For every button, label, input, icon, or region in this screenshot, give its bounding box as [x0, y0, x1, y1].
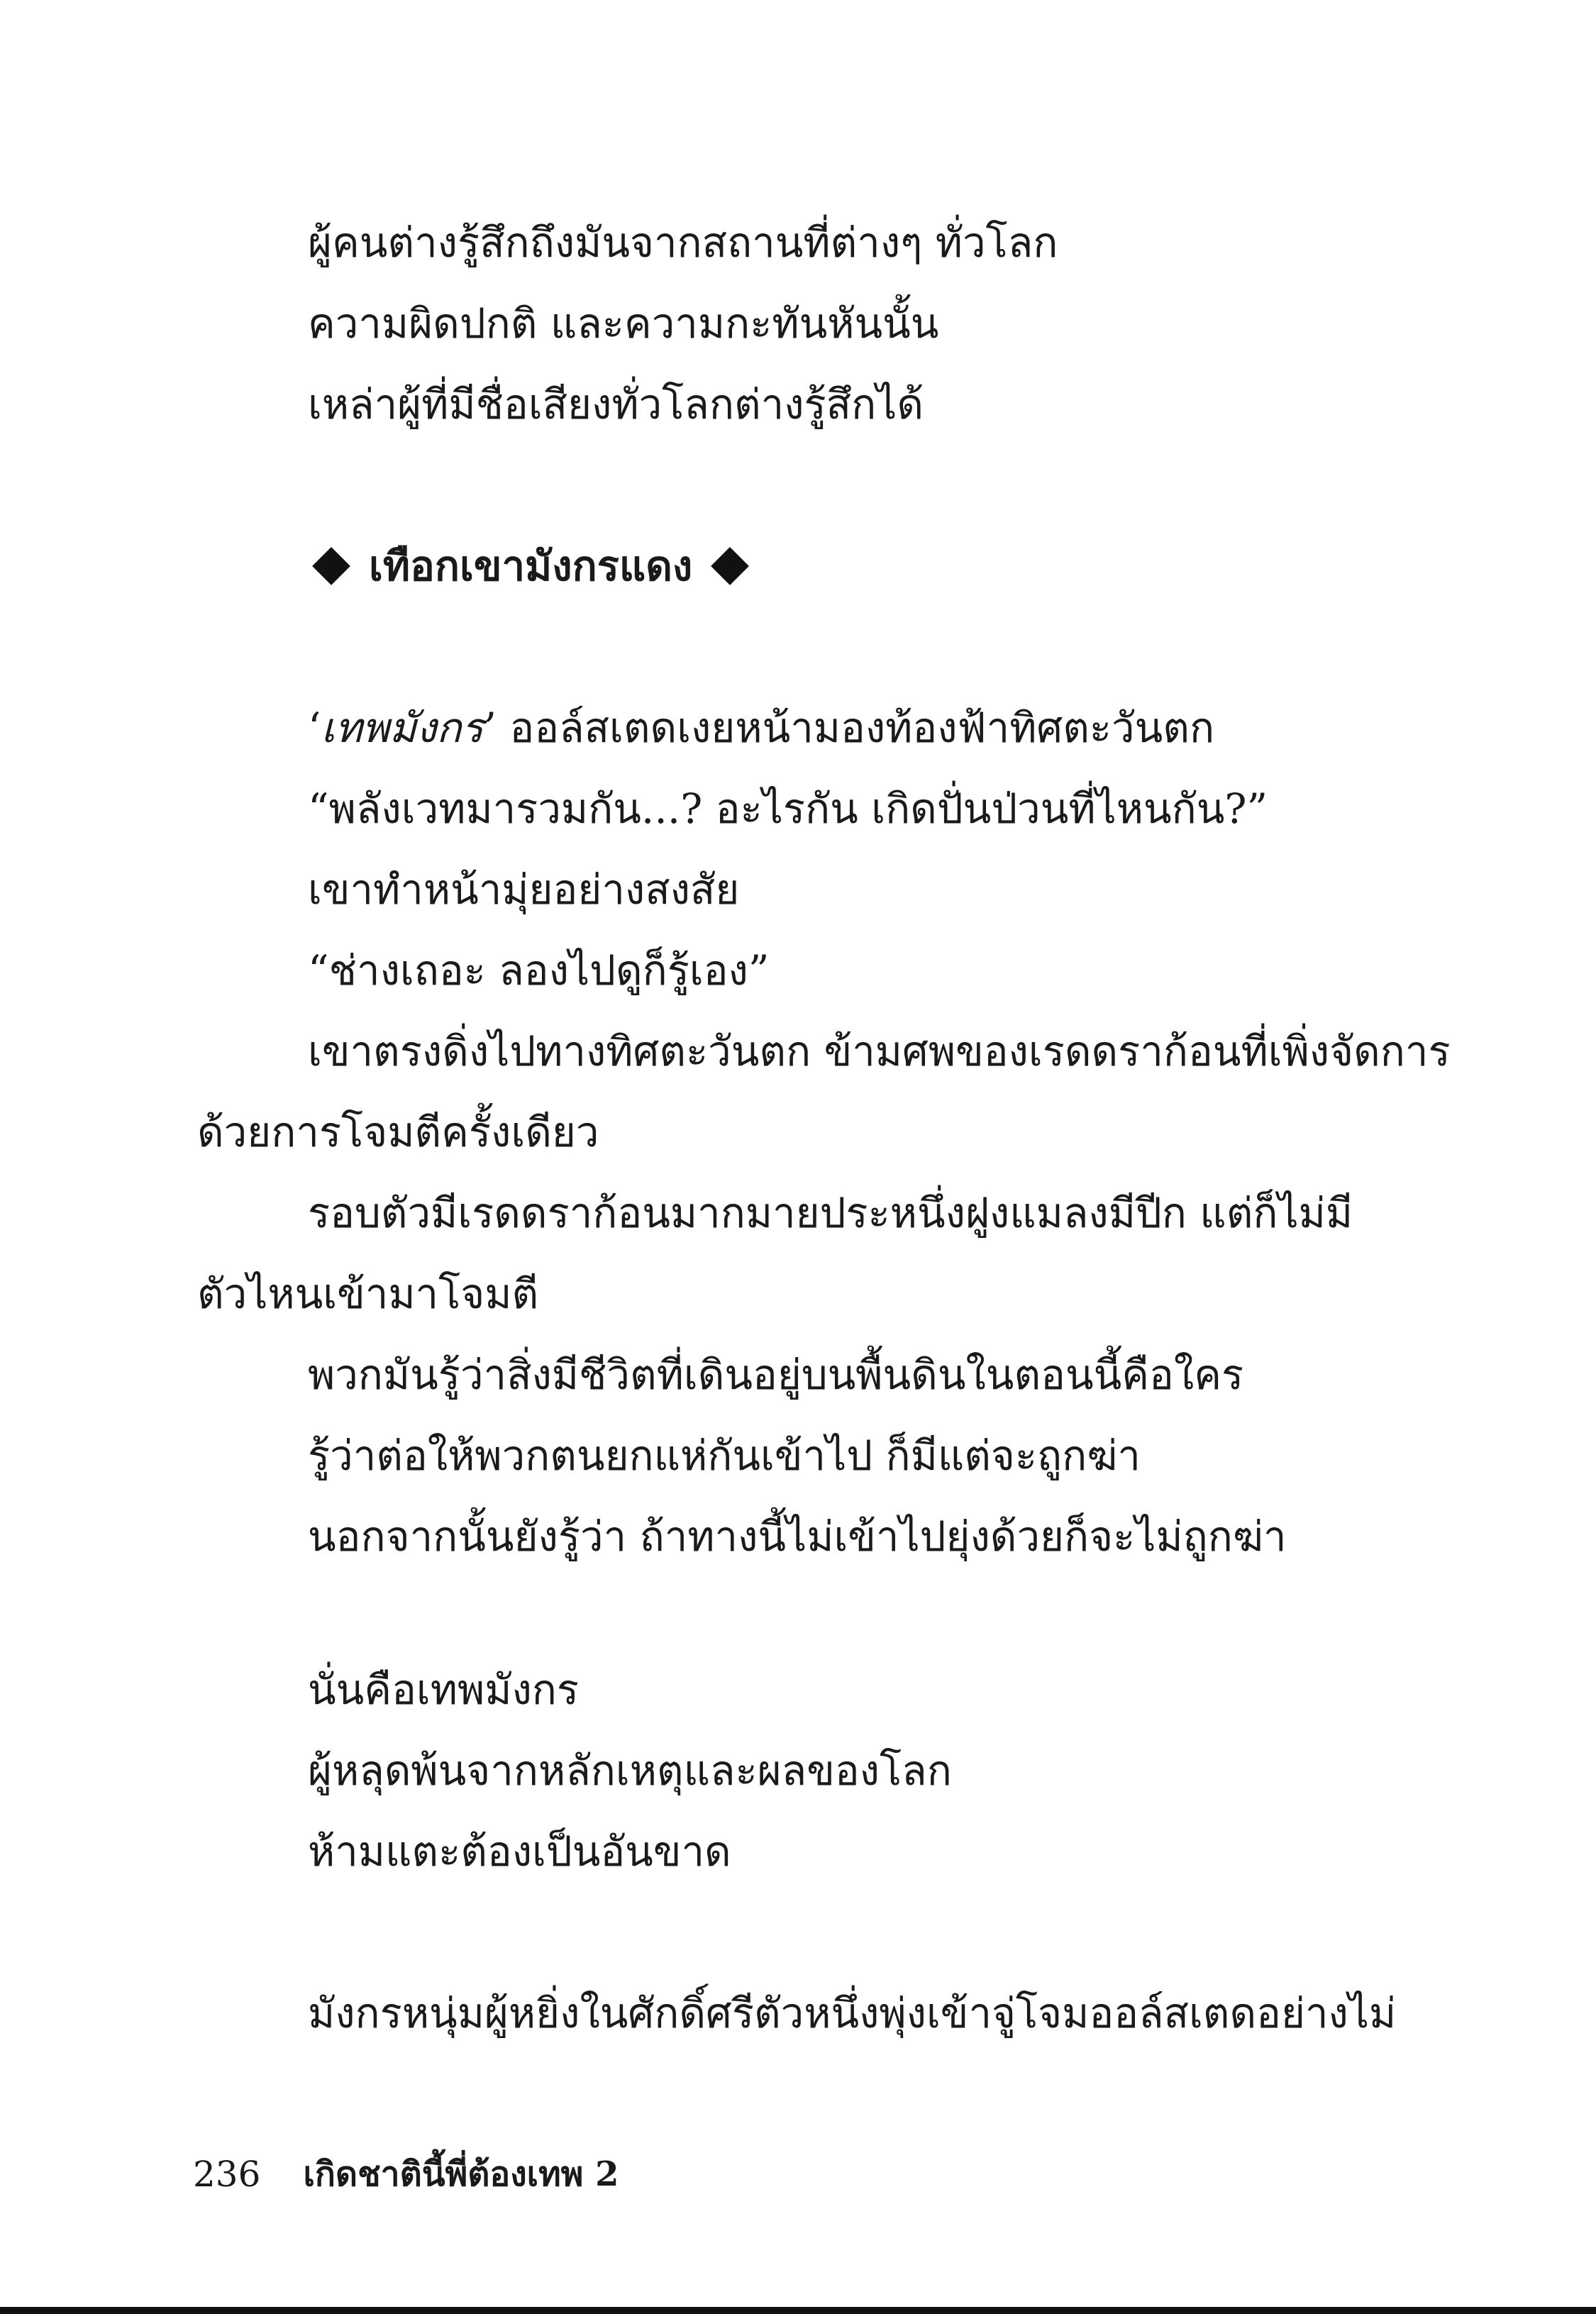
- book-title: เกิดชาตินี้พี่ต้องเทพ 2: [303, 2154, 619, 2194]
- italic-term: เทพมังกร: [321, 704, 484, 752]
- text-line: เขาทำหน้ามุ่ยอย่างสงสัย: [308, 865, 740, 914]
- diamond-icon: [312, 547, 350, 585]
- text-line: มังกรหนุ่มผู้หยิ่งในศักดิ์ศรีตัวหนึ่งพุ่งเข้าจู่โจมออล์สเตดอย่างไม่: [308, 1989, 1397, 2037]
- text-line: เหล่าผู้ที่มีชื่อเสียงทั่วโลกต่างรู้สึกได้: [308, 380, 924, 428]
- opening-rest: ออล์สเตดเงยหน้ามองท้องฟ้าทิศตะวันตก: [497, 704, 1215, 752]
- text-line: พวกมันรู้ว่าสิ่งมีชีวิตที่เดินอยู่บนพื้นดินในตอนนี้คือใคร: [308, 1351, 1244, 1399]
- page-number: 236: [193, 2154, 261, 2195]
- quote-close: ’: [483, 704, 497, 752]
- text-line: นั่นคือเทพมังกร: [308, 1666, 580, 1714]
- page-footer: [193, 2149, 619, 2199]
- text-line: ตัวไหนเข้ามาโจมตี: [197, 1270, 539, 1318]
- text-line: ห้ามแตะต้องเป็นอันขาด: [308, 1827, 731, 1876]
- text-line: ความผิดปกติ และความกะทันหันนั้น: [308, 299, 939, 348]
- section-heading: [312, 538, 749, 594]
- text-line: “ช่างเถอะ ลองไปดูก็รู้เอง”: [308, 946, 770, 995]
- text-line: ผู้คนต่างรู้สึกถึงมันจากสถานที่ต่างๆ ทั่วโลก: [308, 218, 1058, 267]
- section-heading-text: เทือกเขามังกรแดง: [369, 542, 693, 590]
- text-line: รู้ว่าต่อให้พวกตนยกแห่กันเข้าไป ก็มีแต่จะถูกฆ่า: [308, 1432, 1141, 1480]
- quote-open: ‘: [308, 704, 321, 752]
- bottom-border: [0, 2307, 1596, 2314]
- text-line: “พลังเวทมารวมกัน...? อะไรกัน เกิดปั่นป่วนที่ไหนกัน?”: [308, 785, 1268, 833]
- text-line: เขาตรงดิ่งไปทางทิศตะวันตก ข้ามศพของเรดดราก้อนที่เพิ่งจัดการ: [308, 1027, 1451, 1075]
- diamond-icon: [711, 547, 749, 585]
- text-line: ด้วยการโจมตีครั้งเดียว: [197, 1108, 599, 1156]
- text-line-opening: [308, 699, 1214, 756]
- text-line: รอบตัวมีเรดดราก้อนมากมายประหนึ่งฝูงแมลงมีปีก แต่ก็ไม่มี: [308, 1189, 1353, 1237]
- text-line: ผู้หลุดพ้นจากหลักเหตุและผลของโลก: [308, 1746, 952, 1795]
- text-line: นอกจากนั้นยังรู้ว่า ถ้าทางนี้ไม่เข้าไปยุ่งด้วยก็จะไม่ถูกฆ่า: [308, 1512, 1287, 1561]
